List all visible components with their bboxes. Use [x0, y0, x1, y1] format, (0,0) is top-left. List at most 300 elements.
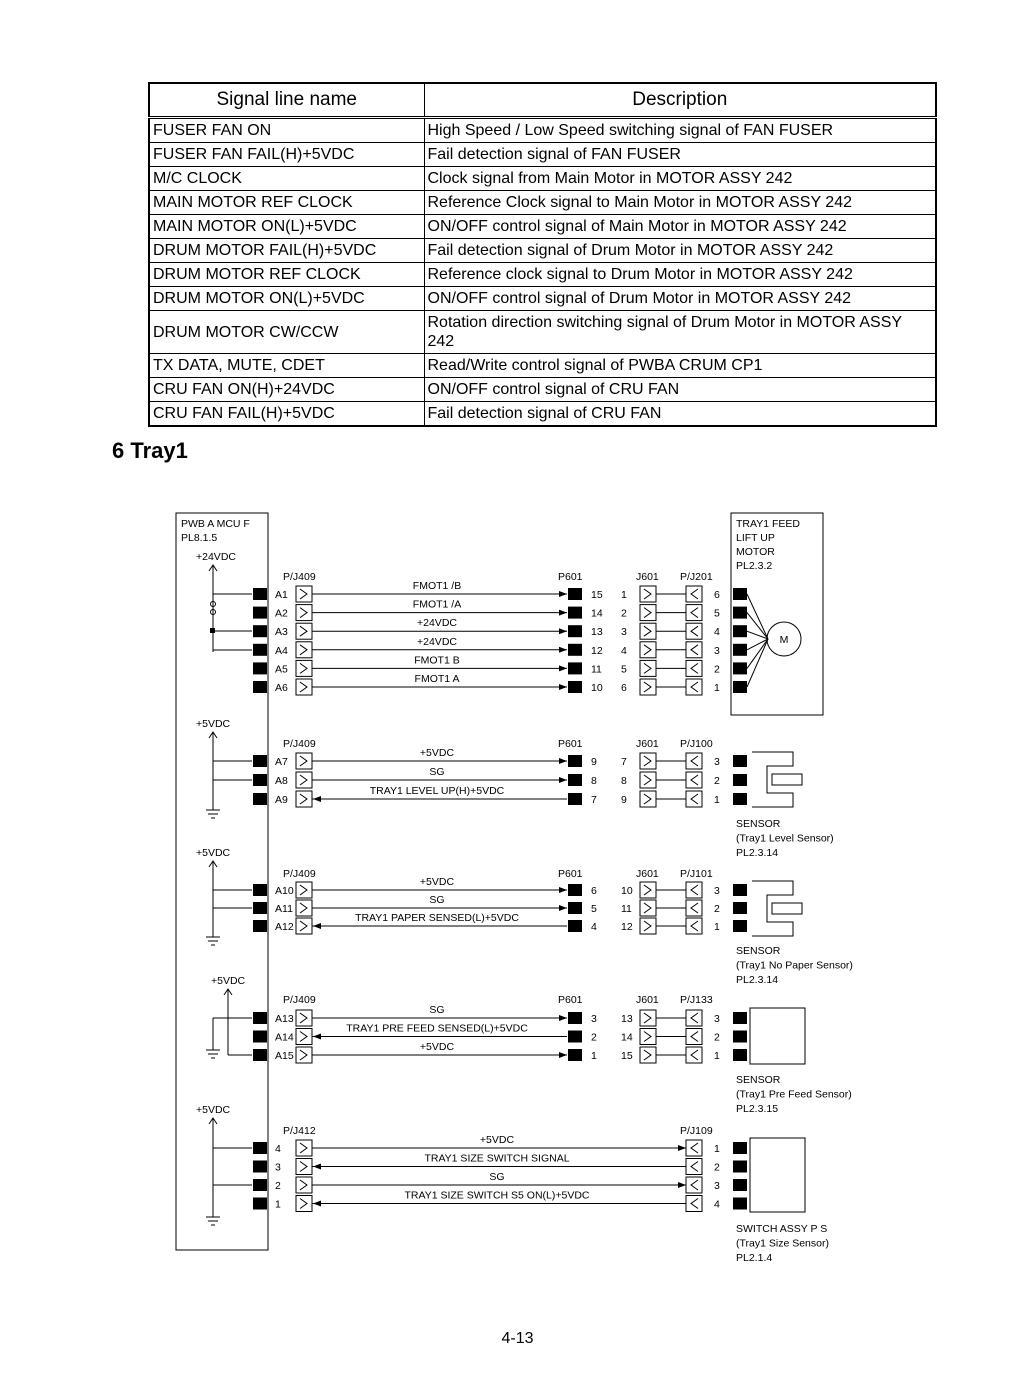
pin-number: A11 [275, 903, 293, 915]
connector-box [640, 753, 656, 769]
device-label: LIFT UP [736, 532, 775, 544]
pin-block [253, 681, 267, 693]
pin-number: 2 [591, 1031, 597, 1044]
pin-block [568, 625, 582, 637]
connector-box [686, 791, 702, 807]
motor-wire [747, 639, 768, 650]
pin-number: 3 [714, 1180, 720, 1192]
device-label: MOTOR [736, 546, 775, 558]
signal-name-cell: CRU FAN FAIL(H)+5VDC [149, 402, 424, 427]
pin-block [253, 884, 267, 896]
connector-chevron [644, 1013, 651, 1023]
connector-box [296, 918, 312, 934]
connector-chevron [644, 663, 651, 673]
connector-label: P/J201 [680, 571, 713, 583]
connector-box [296, 605, 312, 621]
pin-number: 12 [621, 921, 633, 933]
pin-number: 10 [591, 682, 603, 694]
pin-number: 12 [591, 644, 603, 657]
pin-block [568, 902, 582, 914]
signal-name: +5VDC [479, 1134, 515, 1146]
pin-number: A5 [275, 663, 288, 676]
pin-block [253, 755, 267, 767]
connector-box [296, 679, 312, 695]
pin-block [568, 1012, 582, 1024]
pin-block [733, 793, 747, 805]
signal-name: TRAY1 PRE FEED SENSED(L)+5VDC [346, 1022, 528, 1035]
connector-chevron [300, 1013, 307, 1023]
pin-number: 1 [714, 794, 720, 806]
signal-name: TRAY1 LEVEL UP(H)+5VDC [369, 785, 505, 797]
pin-number: 2 [275, 1180, 281, 1192]
signal-name: SG [429, 894, 445, 906]
connector-box [640, 679, 656, 695]
device-label: SENSOR [736, 945, 781, 957]
pin-number: 4 [591, 921, 597, 933]
connector-box [686, 642, 702, 658]
connector-box [296, 1177, 312, 1193]
arrow-right-icon [559, 887, 567, 893]
connector-chevron [644, 921, 651, 931]
signal-name: TRAY1 SIZE SWITCH S5 ON(L)+5VDC [404, 1189, 590, 1202]
pin-block [253, 625, 267, 637]
supply-label: +5VDC [211, 975, 246, 987]
arrow-right-icon [559, 1015, 567, 1021]
connector-box [296, 660, 312, 676]
connector-box [296, 1140, 312, 1156]
pin-block [568, 644, 582, 656]
connector-box [686, 605, 702, 621]
pin-number: A10 [275, 885, 294, 897]
arrow-left-icon [313, 1164, 321, 1170]
connector-chevron [300, 682, 307, 692]
pin-number: 6 [621, 682, 627, 694]
pin-block [733, 588, 747, 600]
pin-block [253, 644, 267, 656]
pin-number: 11 [621, 903, 632, 915]
pin-number: 3 [714, 644, 720, 657]
device-label: (Tray1 Size Sensor) [736, 1237, 829, 1250]
pin-block [733, 755, 747, 767]
connector-chevron [300, 1162, 307, 1172]
connector-label: P601 [558, 738, 583, 750]
connector-label: P/J101 [680, 868, 713, 880]
description-cell: Fail detection signal of FAN FUSER [424, 143, 936, 167]
pin-number: 4 [275, 1143, 281, 1155]
pin-number: A2 [275, 607, 288, 620]
pin-number: A6 [275, 682, 288, 694]
description-cell: ON/OFF control signal of Drum Motor in MOTOR ASSY 242 [424, 287, 936, 311]
description-cell: ON/OFF control signal of Main Motor in MOTOR ASSY 242 [424, 215, 936, 239]
signal-name: SG [429, 1004, 445, 1016]
switch-icon [750, 1138, 805, 1212]
pin-number: 8 [591, 775, 597, 787]
pin-number: 1 [621, 589, 627, 601]
pin-block [253, 662, 267, 674]
connector-chevron [691, 1143, 698, 1153]
description-cell: Fail detection signal of CRU FAN [424, 402, 936, 427]
arrow-right-icon [559, 758, 567, 764]
pin-number: 3 [714, 885, 720, 897]
pin-number: 1 [714, 1050, 720, 1062]
connector-chevron [691, 1032, 698, 1042]
connector-label: J601 [636, 571, 659, 583]
signal-name-cell: DRUM MOTOR ON(L)+5VDC [149, 287, 424, 311]
pin-number: A14 [275, 1031, 294, 1044]
connector-chevron [644, 589, 651, 599]
connector-label: P/J409 [283, 994, 316, 1006]
pin-number: 2 [714, 1161, 720, 1174]
connector-chevron [691, 682, 698, 692]
device-label: (Tray1 Level Sensor) [736, 832, 834, 845]
connector-label: P/J409 [283, 868, 316, 880]
connector-label: P601 [558, 994, 583, 1006]
motor-wire [747, 639, 768, 687]
connector-chevron [691, 756, 698, 766]
signal-name: FMOT1 /B [412, 580, 462, 592]
pin-number: 4 [714, 626, 720, 639]
device-label: PL2.3.15 [736, 1103, 779, 1115]
signal-name: SG [489, 1171, 505, 1183]
motor-symbol: M [779, 634, 789, 646]
supply-label: +24VDC [196, 551, 236, 563]
pin-block [253, 1012, 267, 1024]
pin-block [253, 607, 267, 619]
signal-name: +24VDC [417, 635, 457, 648]
device-label: SENSOR [736, 1074, 781, 1086]
signal-name: +5VDC [419, 747, 455, 759]
connector-chevron [691, 608, 698, 618]
connector-box [640, 918, 656, 934]
connector-chevron [300, 589, 307, 599]
signal-name-cell: MAIN MOTOR ON(L)+5VDC [149, 215, 424, 239]
connector-box [686, 623, 702, 639]
arrow-right-icon [559, 1052, 567, 1058]
pin-block [733, 920, 747, 932]
connector-chevron [644, 794, 651, 804]
sensor-icon [750, 1008, 805, 1064]
signal-name: FMOT1 B [414, 654, 460, 667]
connector-box [296, 1196, 312, 1212]
pin-block [253, 1031, 267, 1043]
connector-chevron [644, 608, 651, 618]
supply-label: +5VDC [196, 718, 231, 730]
connector-box [296, 642, 312, 658]
pin-block [733, 1198, 747, 1210]
arrow-right-icon [559, 777, 567, 783]
description-cell: High Speed / Low Speed switching signal of FAN FUSER [424, 118, 936, 143]
pin-number: A9 [275, 794, 288, 806]
signal-name: TRAY1 SIZE SWITCH SIGNAL [424, 1152, 570, 1165]
pin-number: 2 [621, 607, 627, 620]
connector-box [640, 605, 656, 621]
connector-box [686, 918, 702, 934]
connector-box [686, 753, 702, 769]
pin-block [733, 1031, 747, 1043]
pin-block [733, 681, 747, 693]
connector-box [296, 1029, 312, 1045]
connector-box [686, 1029, 702, 1045]
device-label: SENSOR [736, 818, 781, 830]
pin-block [253, 588, 267, 600]
connector-chevron [644, 626, 651, 636]
connector-box [296, 1159, 312, 1175]
signal-name: +24VDC [417, 617, 457, 630]
signal-name: TRAY1 PAPER SENSED(L)+5VDC [355, 912, 519, 924]
pin-number: 1 [714, 682, 720, 694]
connector-chevron [300, 608, 307, 618]
connector-box [296, 586, 312, 602]
pin-number: 1 [275, 1198, 281, 1211]
signal-name: SG [429, 766, 445, 778]
signal-name-cell: FUSER FAN FAIL(H)+5VDC [149, 143, 424, 167]
connector-box [686, 772, 702, 788]
connector-box [640, 660, 656, 676]
section-title: 6 Tray1 [112, 438, 188, 463]
connector-box [640, 900, 656, 916]
pin-block [733, 774, 747, 786]
connector-chevron [644, 1050, 651, 1060]
pin-number: 9 [621, 794, 627, 806]
pin-number: 2 [714, 1031, 720, 1044]
signal-name-cell: DRUM MOTOR FAIL(H)+5VDC [149, 239, 424, 263]
pin-number: 5 [591, 903, 597, 915]
connector-box [640, 1047, 656, 1063]
pin-number: 8 [621, 775, 627, 787]
connector-box [296, 772, 312, 788]
pin-number: 4 [714, 1198, 720, 1211]
pin-block [568, 1031, 582, 1043]
connector-box [640, 772, 656, 788]
pin-block [733, 1049, 747, 1061]
device-label: TRAY1 FEED [736, 518, 800, 530]
pin-block [568, 884, 582, 896]
connector-box [686, 900, 702, 916]
connector-chevron [300, 645, 307, 655]
pin-number: 4 [621, 644, 627, 657]
pin-block [253, 1198, 267, 1210]
arrow-right-icon [559, 610, 567, 616]
arrow-left-icon [313, 796, 321, 802]
pin-number: 5 [621, 663, 627, 676]
connector-label: P601 [558, 868, 583, 880]
supply-label: +5VDC [196, 847, 231, 859]
pin-number: 13 [591, 626, 603, 639]
connector-chevron [300, 885, 307, 895]
pin-number: 3 [275, 1161, 281, 1174]
pin-block [253, 1049, 267, 1061]
pin-number: 6 [714, 589, 720, 601]
pin-block [253, 793, 267, 805]
description-cell: ON/OFF control signal of CRU FAN [424, 378, 936, 402]
connector-chevron [644, 1032, 651, 1042]
description-cell: Reference Clock signal to Main Motor in MOTOR ASSY 242 [424, 191, 936, 215]
connector-chevron [644, 645, 651, 655]
pin-number: 2 [714, 663, 720, 676]
connector-box [686, 1196, 702, 1212]
pin-number: A1 [275, 589, 288, 601]
pin-block [733, 607, 747, 619]
connector-chevron [644, 756, 651, 766]
connector-chevron [644, 682, 651, 692]
connector-box [296, 1047, 312, 1063]
pin-number: 11 [591, 663, 602, 676]
description-cell: Rotation direction switching signal of Drum Motor in MOTOR ASSY 242 [424, 311, 936, 354]
pin-block [733, 625, 747, 637]
arrow-right-icon [559, 647, 567, 653]
connector-box [640, 1029, 656, 1045]
connector-box [640, 642, 656, 658]
pin-number: 3 [714, 1013, 720, 1025]
description-cell: Read/Write control signal of PWBA CRUM CP1 [424, 354, 936, 378]
device-label: (Tray1 Pre Feed Sensor) [736, 1088, 852, 1101]
signal-name-cell: DRUM MOTOR REF CLOCK [149, 263, 424, 287]
signal-name-cell: FUSER FAN ON [149, 118, 424, 143]
connector-label: P/J133 [680, 994, 713, 1006]
signal-name: +5VDC [419, 1041, 455, 1053]
arrow-right-icon [559, 628, 567, 634]
pin-block [568, 681, 582, 693]
pin-number: 3 [591, 1013, 597, 1025]
connector-chevron [644, 775, 651, 785]
device-label: SWITCH ASSY P S [736, 1223, 828, 1235]
connector-box [686, 882, 702, 898]
connector-box [686, 660, 702, 676]
sensor-actuator-icon [772, 903, 802, 914]
pin-number: 14 [621, 1031, 633, 1044]
pin-number: 2 [714, 775, 720, 787]
connector-chevron [300, 1180, 307, 1190]
signal-name: FMOT1 A [414, 673, 460, 685]
connector-box [640, 791, 656, 807]
pin-number: A15 [275, 1050, 294, 1062]
connector-box [296, 882, 312, 898]
pin-block [568, 662, 582, 674]
connector-label: P/J109 [680, 1125, 713, 1137]
connector-chevron [691, 645, 698, 655]
pin-number: A8 [275, 775, 288, 787]
pin-number: A4 [275, 644, 288, 657]
pin-block [568, 755, 582, 767]
pin-block [733, 1012, 747, 1024]
pin-block [568, 774, 582, 786]
connector-chevron [691, 589, 698, 599]
connector-label: P/J409 [283, 571, 316, 583]
connector-box [296, 791, 312, 807]
pin-block [568, 793, 582, 805]
pin-number: 2 [714, 903, 720, 915]
pin-number: A13 [275, 1013, 294, 1025]
description-cell: Reference clock signal to Drum Motor in MOTOR ASSY 242 [424, 263, 936, 287]
connector-box [296, 753, 312, 769]
connector-box [640, 586, 656, 602]
connector-label: J601 [636, 994, 659, 1006]
board-part-ref: PL8.1.5 [181, 532, 218, 544]
pin-block [568, 588, 582, 600]
pin-number: 13 [621, 1013, 633, 1025]
connector-chevron [300, 756, 307, 766]
pin-number: 7 [591, 794, 597, 806]
pin-block [568, 1049, 582, 1061]
pin-block [733, 1179, 747, 1191]
signal-name-cell: DRUM MOTOR CW/CCW [149, 311, 424, 354]
pin-number: 3 [621, 626, 627, 639]
pin-number: 15 [591, 589, 603, 601]
connector-chevron [691, 1199, 698, 1209]
connector-chevron [300, 921, 307, 931]
signal-name-cell: M/C CLOCK [149, 167, 424, 191]
sensor-actuator-icon [772, 774, 802, 785]
pin-block [733, 662, 747, 674]
pin-block [253, 1161, 267, 1173]
description-cell: Clock signal from Main Motor in MOTOR ASSY 242 [424, 167, 936, 191]
connector-box [686, 1047, 702, 1063]
connector-chevron [300, 1143, 307, 1153]
arrow-right-icon [559, 665, 567, 671]
connector-chevron [300, 1050, 307, 1060]
connector-box [296, 623, 312, 639]
pin-number: 10 [621, 885, 633, 897]
pwb-mcu-board [176, 513, 268, 1250]
signal-name-cell: MAIN MOTOR REF CLOCK [149, 191, 424, 215]
connector-chevron [300, 903, 307, 913]
connector-box [686, 1140, 702, 1156]
pin-block [253, 1179, 267, 1191]
connector-chevron [300, 1032, 307, 1042]
pin-number: 14 [591, 607, 603, 620]
header-description: Description [424, 83, 936, 118]
arrow-left-icon [313, 1034, 321, 1040]
connector-chevron [300, 663, 307, 673]
connector-chevron [300, 1199, 307, 1209]
connector-chevron [691, 1162, 698, 1172]
connector-chevron [300, 775, 307, 785]
connector-chevron [691, 794, 698, 804]
pin-block [568, 607, 582, 619]
header-signal-line-name: Signal line name [149, 83, 424, 118]
connector-box [296, 1010, 312, 1026]
connector-box [640, 623, 656, 639]
device-label: PL2.3.2 [736, 560, 773, 572]
pin-number: 1 [714, 921, 720, 933]
connector-chevron [691, 921, 698, 931]
pin-number: 3 [714, 756, 720, 768]
connector-chevron [691, 663, 698, 673]
pin-block [253, 920, 267, 932]
signal-name: +5VDC [419, 876, 455, 888]
pin-block [568, 920, 582, 932]
connector-box [686, 1010, 702, 1026]
connector-chevron [691, 775, 698, 785]
arrow-right-icon [559, 905, 567, 911]
pin-number: A7 [275, 756, 288, 768]
pin-number: 1 [591, 1050, 597, 1062]
connector-chevron [300, 626, 307, 636]
connector-chevron [300, 794, 307, 804]
connector-box [686, 679, 702, 695]
pin-number: 15 [621, 1050, 633, 1062]
connector-box [640, 1010, 656, 1026]
connector-chevron [644, 903, 651, 913]
connector-box [640, 882, 656, 898]
supply-label: +5VDC [196, 1104, 231, 1116]
pin-block [733, 644, 747, 656]
connector-label: J601 [636, 738, 659, 750]
connector-chevron [691, 1050, 698, 1060]
signal-name-cell: CRU FAN ON(H)+24VDC [149, 378, 424, 402]
pin-block [253, 774, 267, 786]
device-label: PL2.3.14 [736, 847, 779, 859]
